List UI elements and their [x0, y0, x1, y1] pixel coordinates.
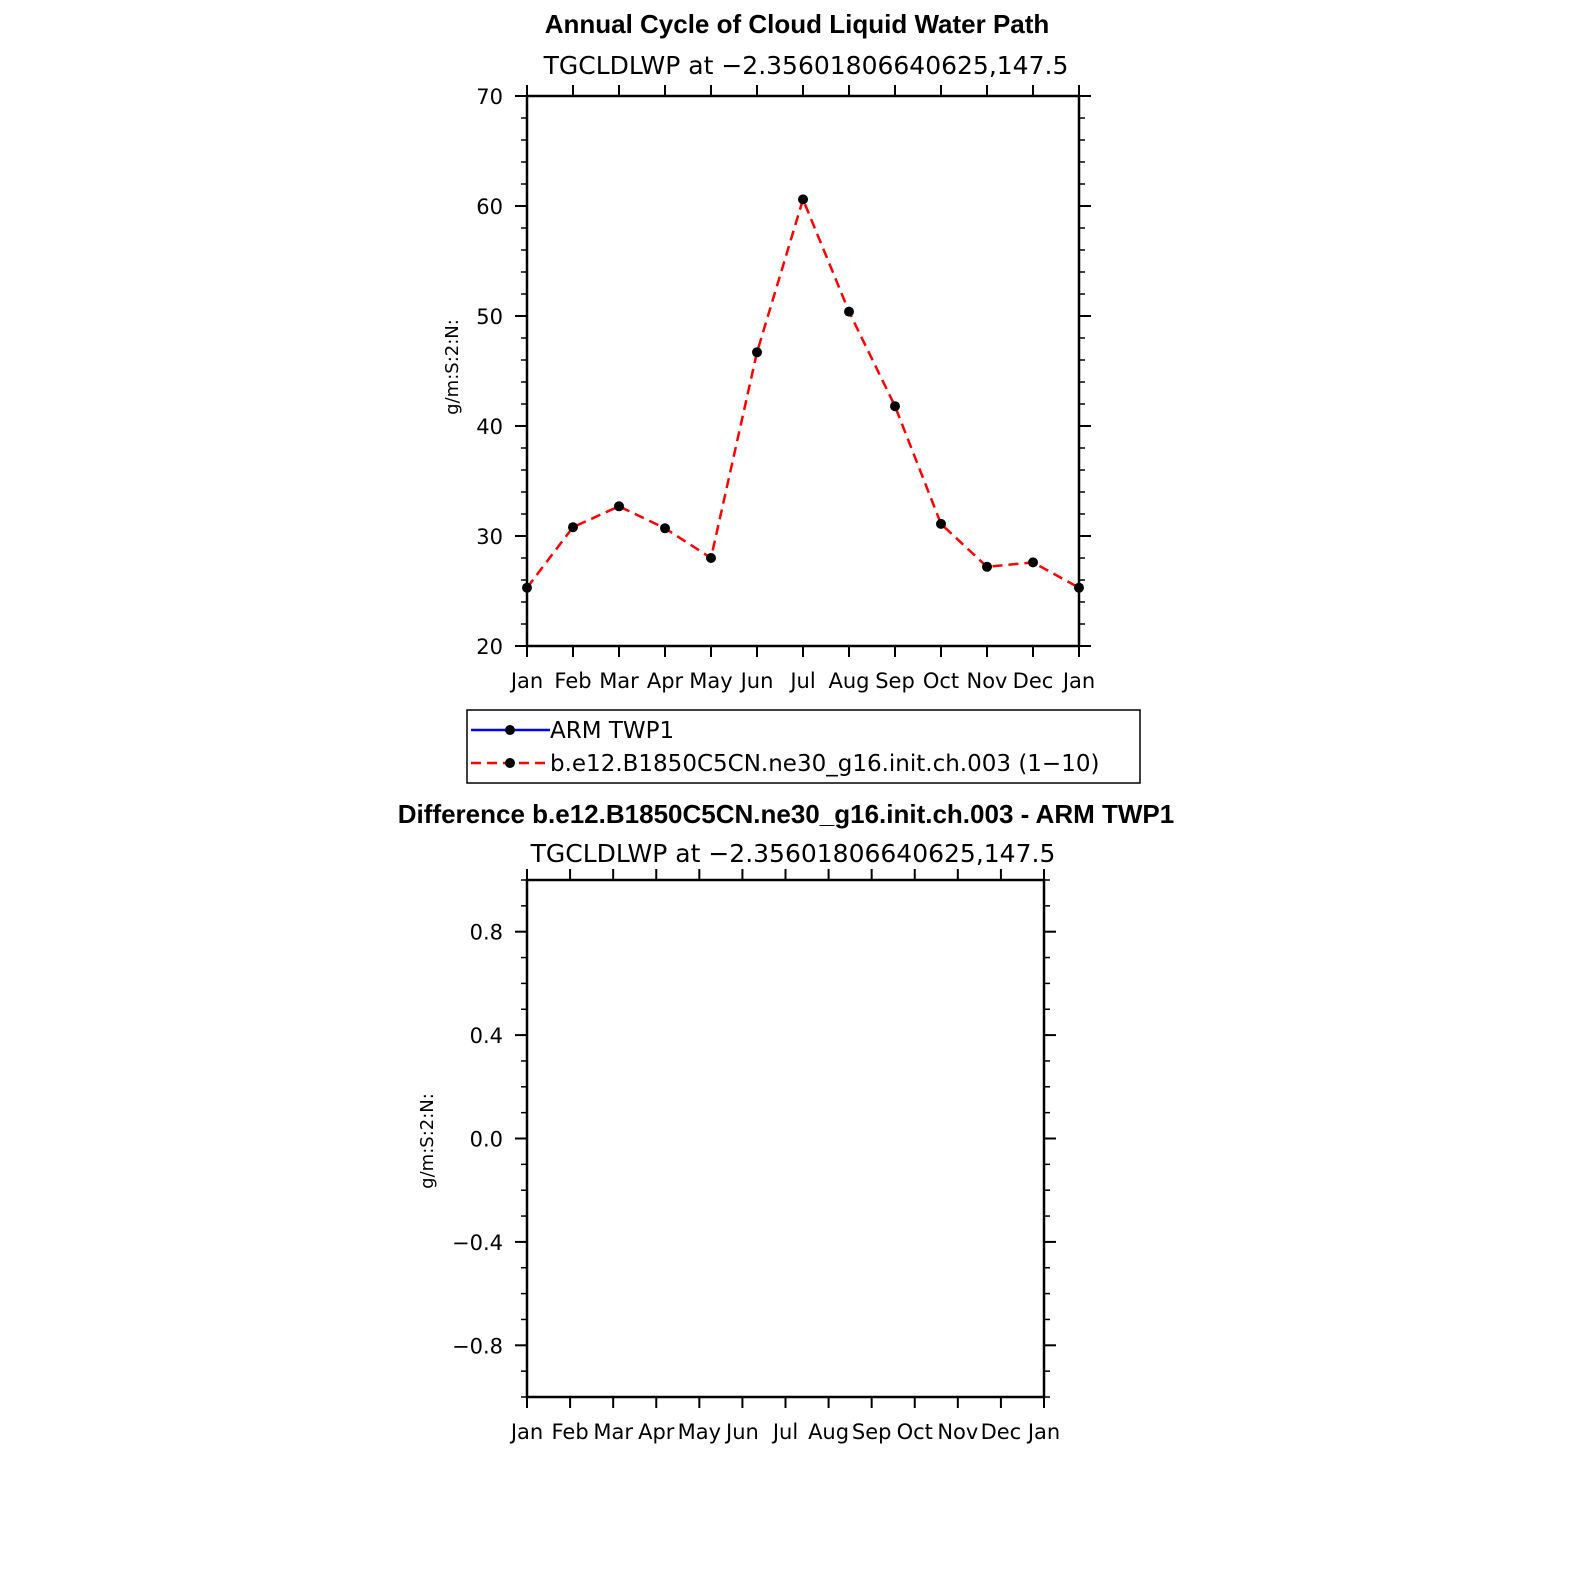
chart2-xtick-label: Aug: [808, 1420, 850, 1444]
chart1-series-point: [660, 523, 670, 533]
chart2-xtick-label: Jan: [510, 1420, 544, 1444]
chart2-xtick-label: May: [677, 1420, 722, 1444]
chart2-xtick-label: Feb: [551, 1420, 589, 1444]
legend-label-model: b.e12.B1850C5CN.ne30_g16.init.ch.003 (1−10): [550, 751, 1100, 777]
chart1-xtick-label: Sep: [875, 669, 915, 693]
chart1-ylabel: g/m:S:2:N:: [442, 319, 463, 415]
chart1-xtick-label: Nov: [966, 669, 1008, 693]
chart2-xtick-label: Dec: [980, 1420, 1022, 1444]
chart1-xtick-label: Apr: [646, 669, 684, 693]
chart2-xtick-label: Jan: [1027, 1420, 1061, 1444]
chart1-series-point: [1074, 583, 1084, 593]
chart2-ytick-label: 0.8: [469, 920, 503, 945]
chart1-xtick-label: Jul: [790, 669, 816, 693]
chart2-xtick-label: Oct: [896, 1420, 933, 1444]
chart1-xtick-label: Feb: [554, 669, 592, 693]
chart1-subtitle: TGCLDLWP at −2.35601806640625,147.5: [543, 51, 1069, 80]
chart1-series-point: [568, 522, 578, 532]
chart1-series-point: [844, 307, 854, 317]
chart1-series-point: [982, 562, 992, 572]
chart1-xtick-label: Mar: [599, 669, 639, 693]
chart1-series-point: [706, 553, 716, 563]
chart1-series-line-1: [527, 199, 1079, 587]
chart1-xtick-label: Jan: [510, 669, 544, 693]
chart1-frame: [527, 96, 1079, 646]
chart1-xtick-label: Dec: [1012, 669, 1054, 693]
chart1-axes: [476, 85, 1095, 693]
chart2-xtick-label: Nov: [937, 1420, 979, 1444]
chart1-series-point: [614, 501, 624, 511]
legend-marker-model: [505, 758, 515, 768]
chart1-series-point: [1028, 557, 1038, 567]
chart2-subtitle: TGCLDLWP at −2.35601806640625,147.5: [530, 839, 1056, 868]
chart2-title: Difference b.e12.B1850C5CN.ne30_g16.init.ch.003 - ARM TWP1: [397, 799, 1175, 829]
chart1-marks: [522, 194, 1084, 592]
chart1-series-point: [936, 519, 946, 529]
chart1-series-point: [752, 347, 762, 357]
chart2-xtick-label: Jul: [772, 1420, 799, 1444]
chart1-series-point: [798, 194, 808, 204]
chart1-xtick-label: Jan: [1062, 669, 1096, 693]
chart2-ytick-label: 0.0: [469, 1127, 503, 1152]
chart1-ytick-label: 50: [476, 305, 503, 329]
legend-label-arm: ARM TWP1: [550, 718, 675, 744]
chart1-xtick-label: Aug: [828, 669, 870, 693]
chart1-ytick-label: 40: [476, 415, 503, 439]
chart2-frame: [527, 880, 1044, 1397]
chart2-xtick-label: Apr: [638, 1420, 675, 1444]
chart2-ytick-label: −0.4: [452, 1230, 503, 1255]
chart1-ytick-label: 60: [476, 195, 503, 219]
chart2-ylabel: g/m:S:2:N:: [417, 1093, 438, 1189]
chart1-series-point: [522, 583, 532, 593]
chart2-ytick-label: −0.8: [452, 1334, 503, 1359]
chart2-xtick-label: Jun: [726, 1420, 759, 1444]
chart1-xtick-label: Jun: [740, 669, 774, 693]
chart1-ytick-label: 20: [476, 635, 503, 659]
chart2-xtick-label: Mar: [593, 1420, 633, 1444]
chart2-ytick-label: 0.4: [469, 1024, 503, 1049]
chart1-title: Annual Cycle of Cloud Liquid Water Path: [544, 9, 1050, 39]
chart1-xtick-label: May: [689, 669, 733, 693]
chart1-ytick-label: 70: [476, 85, 503, 109]
chart1-xtick-label: Oct: [922, 669, 960, 693]
chart1-ytick-label: 30: [476, 525, 503, 549]
chart1-series-point: [890, 401, 900, 411]
legend-marker-arm: [505, 725, 515, 735]
legend: [467, 710, 1140, 783]
chart2-xtick-label: Sep: [851, 1420, 892, 1444]
chart2-axes: [452, 869, 1060, 1444]
